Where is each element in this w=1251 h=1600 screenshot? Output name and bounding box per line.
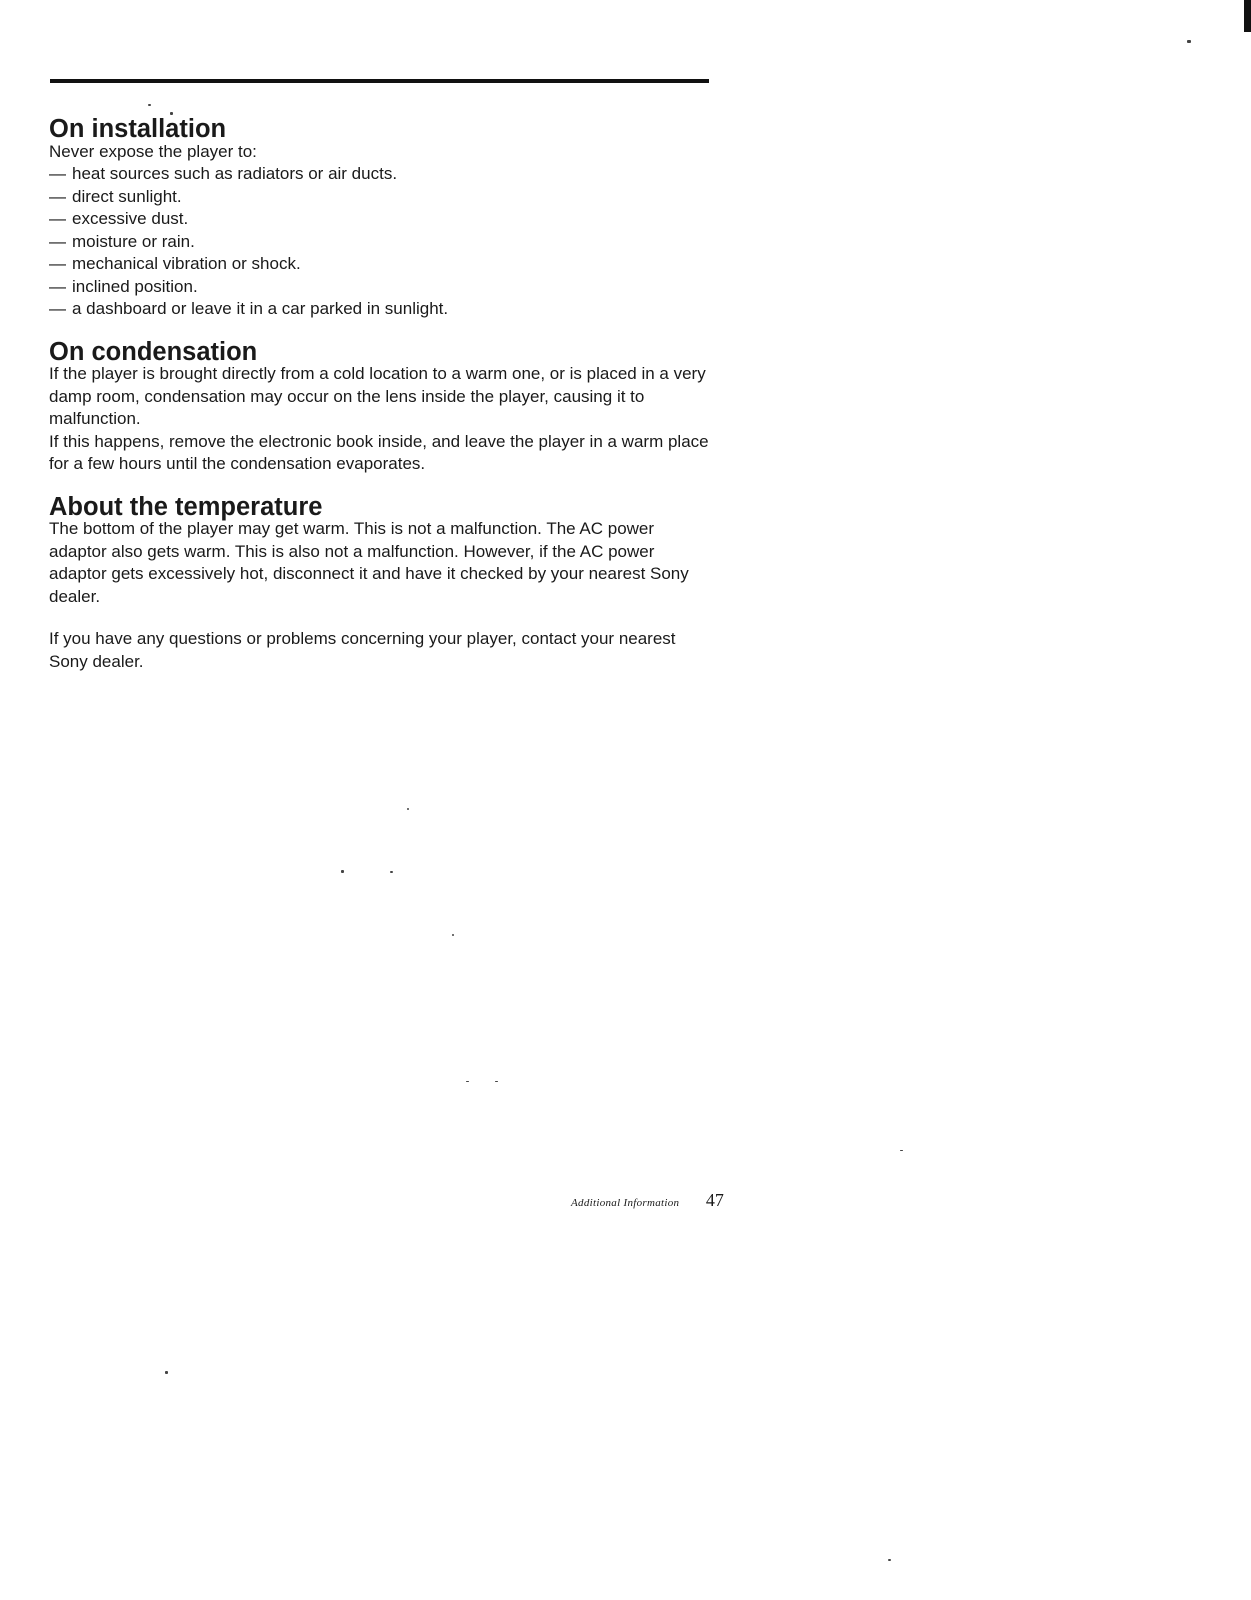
scan-speck: [390, 871, 393, 873]
top-rule: [50, 79, 709, 83]
list-item: [49, 276, 709, 299]
section-heading: On condensation: [49, 337, 258, 366]
scan-speck: [495, 1081, 498, 1082]
list-item-text: direct sunlight.: [72, 186, 182, 206]
paragraph: The bottom of the player may get warm. This is not a malfunction. The AC power adaptor also gets warm. This is also not a malfunction. However, if the AC power adaptor gets excessively hot, disconnect it and have it checked by your nearest Sony dealer.: [49, 519, 689, 606]
scan-speck: [900, 1150, 903, 1151]
page-edge-mark: [1244, 0, 1251, 32]
footer-section-name: Additional Information: [571, 1197, 680, 1209]
installation-section: [49, 115, 709, 321]
paragraph: If this happens, remove the electronic book inside, and leave the player in a warm place for a few hours until the condensation evaporates.: [49, 431, 709, 473]
dash-bullet: —: [49, 254, 66, 273]
list-item-text: moisture or rain.: [72, 231, 195, 251]
temperature-section: [49, 492, 709, 609]
list-item: [49, 231, 709, 254]
list-item-text: inclined position.: [72, 276, 198, 296]
list-item: [49, 208, 709, 231]
list-item: [49, 253, 709, 276]
page-number: 47: [705, 1190, 724, 1210]
scan-speck: [452, 934, 454, 936]
condensation-section: [49, 337, 709, 476]
dash-bullet: —: [49, 164, 66, 183]
page-footer: [571, 1190, 741, 1214]
section-heading: On installation: [49, 115, 227, 143]
closing-paragraph: If you have any questions or problems concerning your player, contact your nearest Sony dealer.: [49, 629, 676, 671]
scan-speck: [407, 808, 409, 810]
list-item-text: mechanical vibration or shock.: [72, 254, 301, 273]
scan-speck: [165, 1371, 168, 1374]
list-item-text: excessive dust.: [72, 209, 189, 228]
paragraph: If the player is brought directly from a cold location to a warm one, or is placed in a very damp room, condensation may occur on the lens inside the player, causing it to malfunction.: [49, 364, 706, 428]
section-heading: About the temperature: [49, 492, 323, 521]
dash-bullet: —: [49, 186, 66, 206]
dash-bullet: —: [49, 231, 66, 251]
list-item: [49, 163, 709, 186]
scan-speck: [888, 1559, 891, 1561]
dash-bullet: —: [49, 276, 66, 296]
section-spacer: [49, 608, 709, 628]
list-item: [49, 298, 709, 321]
document-body: [49, 115, 709, 673]
dash-bullet: —: [49, 299, 66, 318]
list-item: [49, 186, 709, 209]
dash-bullet: —: [49, 209, 66, 228]
list-item-text: a dashboard or leave it in a car parked in sunlight.: [72, 299, 449, 318]
scan-speck: [1187, 40, 1191, 43]
warning-list: [49, 163, 709, 321]
section-intro: Never expose the player to:: [49, 141, 257, 161]
scan-speck: [148, 104, 151, 106]
scan-speck: [341, 870, 344, 873]
list-item-text: heat sources such as radiators or air ducts.: [72, 164, 398, 183]
scan-speck: [466, 1081, 469, 1082]
